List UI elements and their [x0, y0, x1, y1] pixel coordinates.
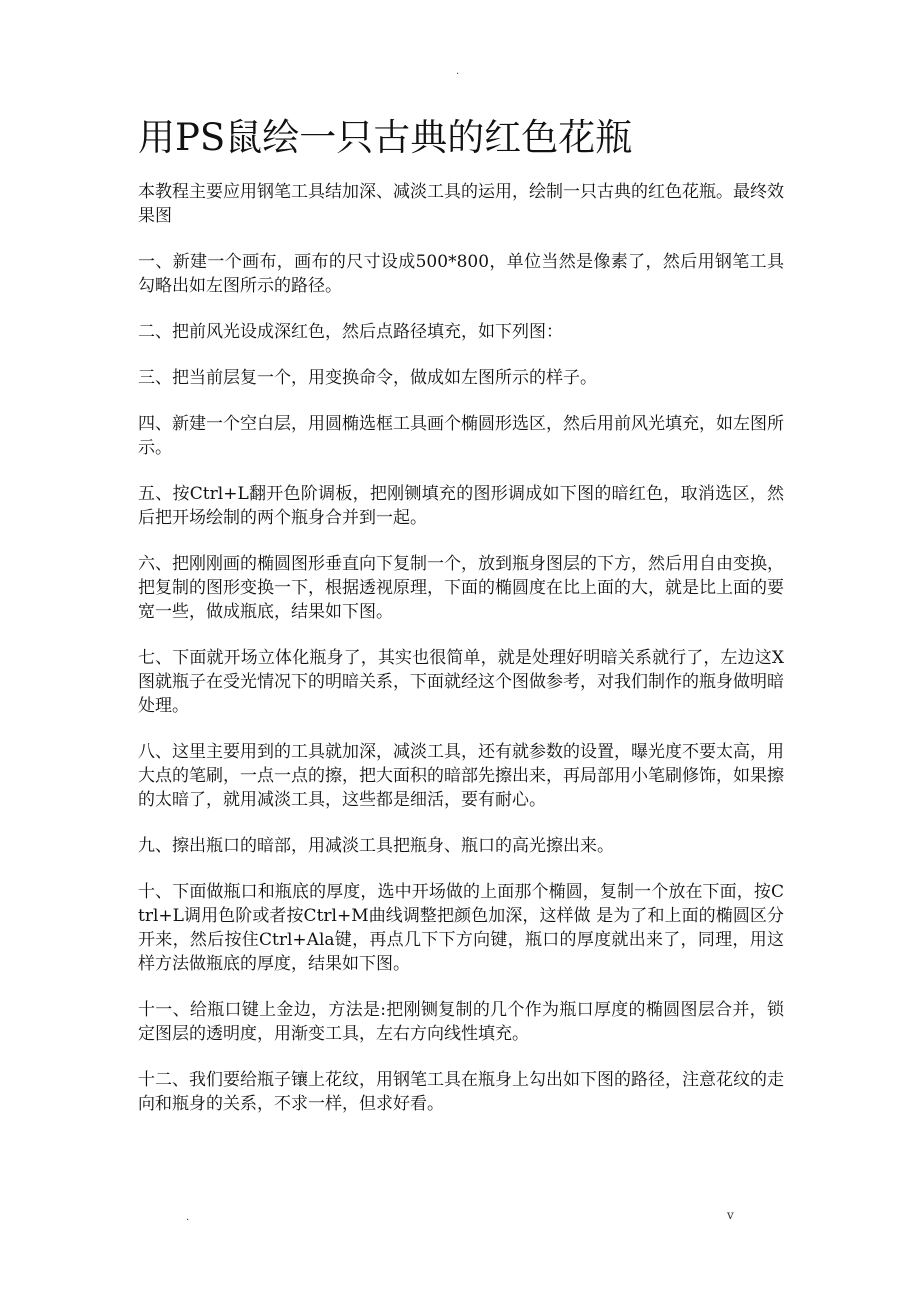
paragraph-step-4: 四、新建一个空白层，用圆椭选框工具画个椭圆形选区，然后用前风光填充，如左图所示。 — [138, 414, 784, 458]
paragraph-step-7: 七、下面就开场立体化瓶身了，其实也很简单，就是处理好明暗关系就行了，左边这X图就瓶子在受光情况下的明暗关系，下面就经这个图做参考，对我们制作的瓶身做明暗处理。 — [138, 648, 784, 716]
document-body — [138, 180, 784, 1138]
paragraph-step-8: 八、这里主要用到的工具就加深，减淡工具，还有就参数的设置，曝光度不要太高，用大点的笔刷，一点一点的擦，把大面积的暗部先擦出来，再局部用小笔刷修饰，如果擦的太暗了，就用减淡工具，这些都是细活，要有耐心。 — [138, 742, 784, 810]
paragraph-step-6: 六、把刚刚画的椭圆图形垂直向下复制一个，放到瓶身图层的下方，然后用自由变换，把复制的图形变换一下，根据透视原理，下面的椭圆度在比上面的大，就是比上面的要宽一些，做成瓶底，结果如下图。 — [138, 554, 784, 622]
paragraph-step-10: 十、下面做瓶口和瓶底的厚度，选中开场做的上面那个椭圆，复制一个放在下面，按Ctrl+L调用色阶或者按Ctrl+M曲线调整把颜色加深，这样做 是为了和上面的椭圆区分开来，然后按住Ctrl+Ala键，再点几下下方向键，瓶口的厚度就出来了，同理，用这样方法做瓶底的厚度，结果如下图。 — [138, 882, 784, 974]
paragraph-step-12: 十二、我们要给瓶子镶上花纹，用钢笔工具在瓶身上勾出如下图的路径，注意花纹的走向和瓶身的关系，不求一样，但求好看。 — [138, 1070, 784, 1114]
paragraph-step-11: 十一、给瓶口键上金边，方法是:把刚铡复制的几个作为瓶口厚度的椭圆图层合并，锁定图层的透明度，用渐变工具，左右方向线性填充。 — [138, 1000, 784, 1044]
header-mark: . — [456, 66, 460, 77]
paragraph-step-2: 二、把前风光设成深红色，然后点路径填充，如下列图： — [138, 322, 563, 342]
paragraph-step-1: 一、新建一个画布，画布的尺寸设成500*800，单位当然是像素了，然后用钢笔工具勾略出如左图所示的路径。 — [138, 252, 784, 296]
footer-left-mark: . — [186, 1212, 190, 1223]
page-title: 用PS鼠绘一只古典的红色花瓶 — [138, 116, 633, 159]
paragraph-step-5: 五、按Ctrl+L翻开色阶调板，把刚铡填充的图形调成如下图的暗红色，取消选区，然后把开场绘制的两个瓶身合并到一起。 — [138, 484, 784, 528]
paragraph-step-3: 三、把当前层复一个，用变换命令，做成如左图所示的样子。 — [138, 368, 597, 388]
footer-right-mark: v — [727, 1208, 734, 1222]
paragraph-step-9: 九、擦出瓶口的暗部，用减淡工具把瓶身、瓶口的高光擦出来。 — [138, 836, 614, 856]
paragraph-intro: 本教程主要应用钢笔工具结加深、减淡工具的运用，绘制一只古典的红色花瓶。最终效果图 — [138, 182, 784, 226]
